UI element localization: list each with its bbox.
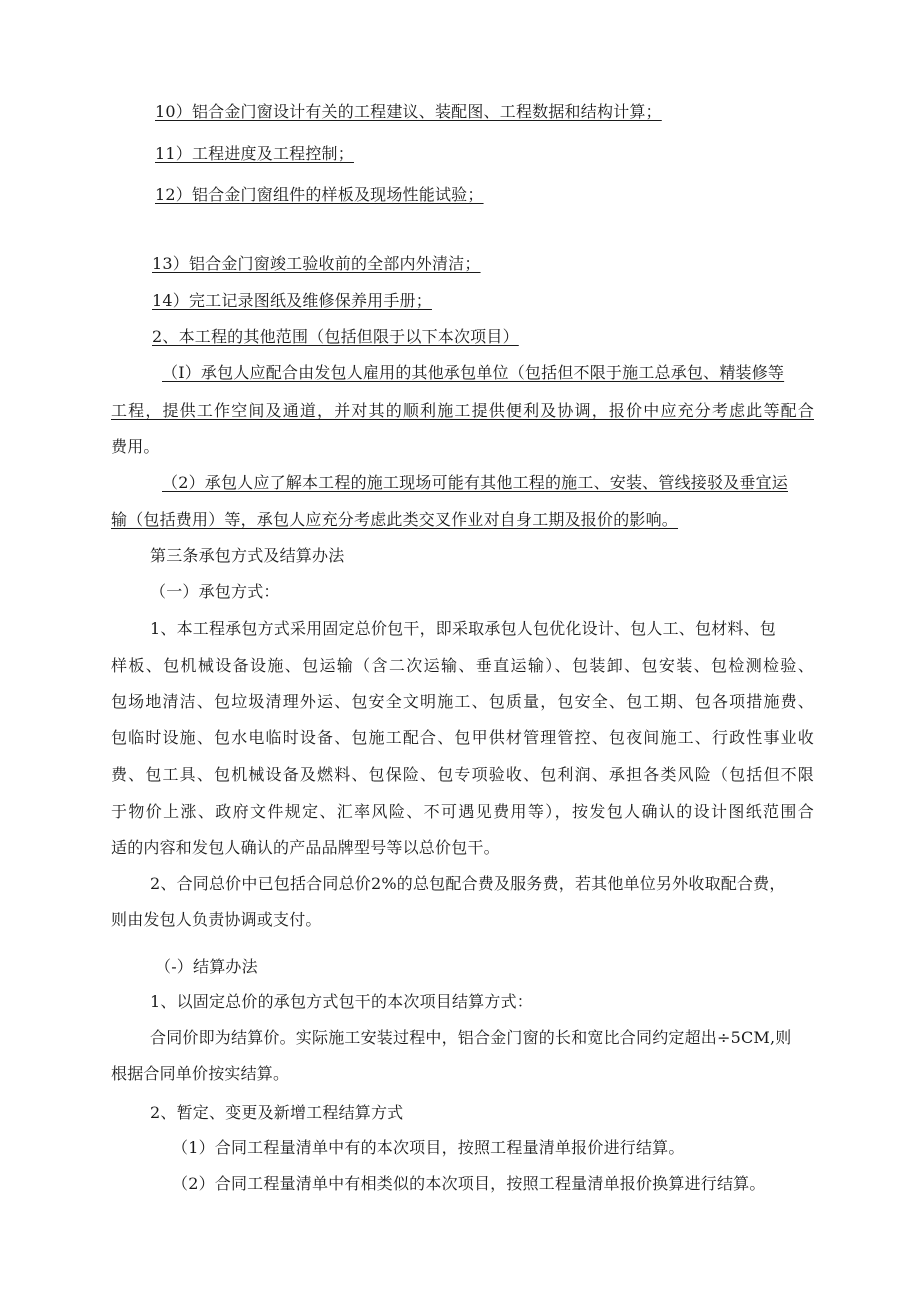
contract-method-heading: （一）承包方式： — [150, 582, 280, 601]
settlement-heading: （-）结算办法 — [155, 957, 258, 976]
scope-item-11: 11）工程进度及工程控制； — [155, 144, 354, 163]
clause-1-line-2: 工程，提供工作空间及通道，并对其的顺利施工提供便利及协调，报价中应充分考虑此等配合 — [111, 401, 814, 420]
method-para-1-line-7: 适的内容和发包人确认的产品品牌型号等以总价包干。 — [111, 838, 500, 857]
method-para-1-line-3: 包场地清洁、包垃圾清理外运、包安全文明施工、包质量，包安全、包工期、包各项措施费、 — [111, 692, 814, 711]
scope-item-10: 10）铝合金门窗设计有关的工程建议、装配图、工程数据和结构计算； — [155, 102, 662, 121]
settlement-sub-2: （2）合同工程量清单中有相类似的本次项目，按照工程量清单报价换算进行结算。 — [172, 1174, 766, 1193]
clause-2-line-2: 输（包括费用）等，承包人应充分考虑此类交叉作业对自身工期及报价的影响。 — [111, 510, 679, 529]
article-three-heading: 第三条承包方式及结算办法 — [150, 546, 345, 565]
method-para-1-line-6: 于物价上涨、政府文件规定、汇率风险、不可遇见费用等），按发包人确认的设计图纸范围合 — [111, 802, 814, 821]
method-para-1-line-5: 费、包工具、包机械设备及燃料、包保险、包专项验收、包利润、承担各类风险（包括但不限 — [111, 765, 814, 784]
clause-1-line-3: 费用。 — [111, 437, 160, 456]
clause-2-line-1: （2）承包人应了解本工程的施工现场可能有其他工程的施工、安装、管线接驳及垂宜运 — [162, 473, 788, 492]
settlement-item-2: 2、暂定、变更及新增工程结算方式 — [150, 1103, 404, 1122]
method-para-1-line-4: 包临时设施、包水电临时设备、包施工配合、包甲供材管理管控、包夜间施工、行政性事业收 — [111, 728, 814, 747]
method-para-1-line-2: 样板、包机械设备设施、包运输（含二次运输、垂直运输）、包装卸、包安装、包检测检验、 — [111, 656, 814, 675]
scope-item-14: 14）完工记录图纸及维修保养用手册； — [152, 291, 432, 310]
scope-item-13: 13）铝合金门窗竣工验收前的全部内外清洁； — [152, 254, 481, 273]
method-para-2-line-2: 则由发包人负责协调或支付。 — [111, 910, 322, 929]
other-scope-heading: 2、本工程的其他范围（包括但限于以下本次项目） — [152, 327, 519, 346]
settlement-item-1: 1、以固定总价的承包方式包干的本次项目结算方式： — [150, 992, 533, 1011]
settlement-para-line-2: 根据合同单价按实结算。 — [111, 1064, 290, 1083]
method-para-1-line-1: 1、本工程承包方式采用固定总价包干，即采取承包人包优化设计、包人工、包材料、包 — [150, 619, 776, 638]
settlement-para-line-1: 合同价即为结算价。实际施工安装过程中，铝合金门窗的长和宽比合同约定超出÷5CM,则 — [150, 1028, 792, 1047]
settlement-sub-1: （1）合同工程量清单中有的本次项目，按照工程量清单报价进行结算。 — [172, 1138, 685, 1157]
scope-item-12: 12）铝合金门窗组件的样板及现场性能试验； — [155, 185, 484, 204]
clause-1-line-1: （I）承包人应配合由发包人雇用的其他承包单位（包括但不限于施工总承包、精装修等 — [162, 363, 785, 382]
method-para-2-line-1: 2、合同总价中已包括合同总价2%的总包配合费及服务费，若其他单位另外收取配合费， — [150, 874, 786, 893]
